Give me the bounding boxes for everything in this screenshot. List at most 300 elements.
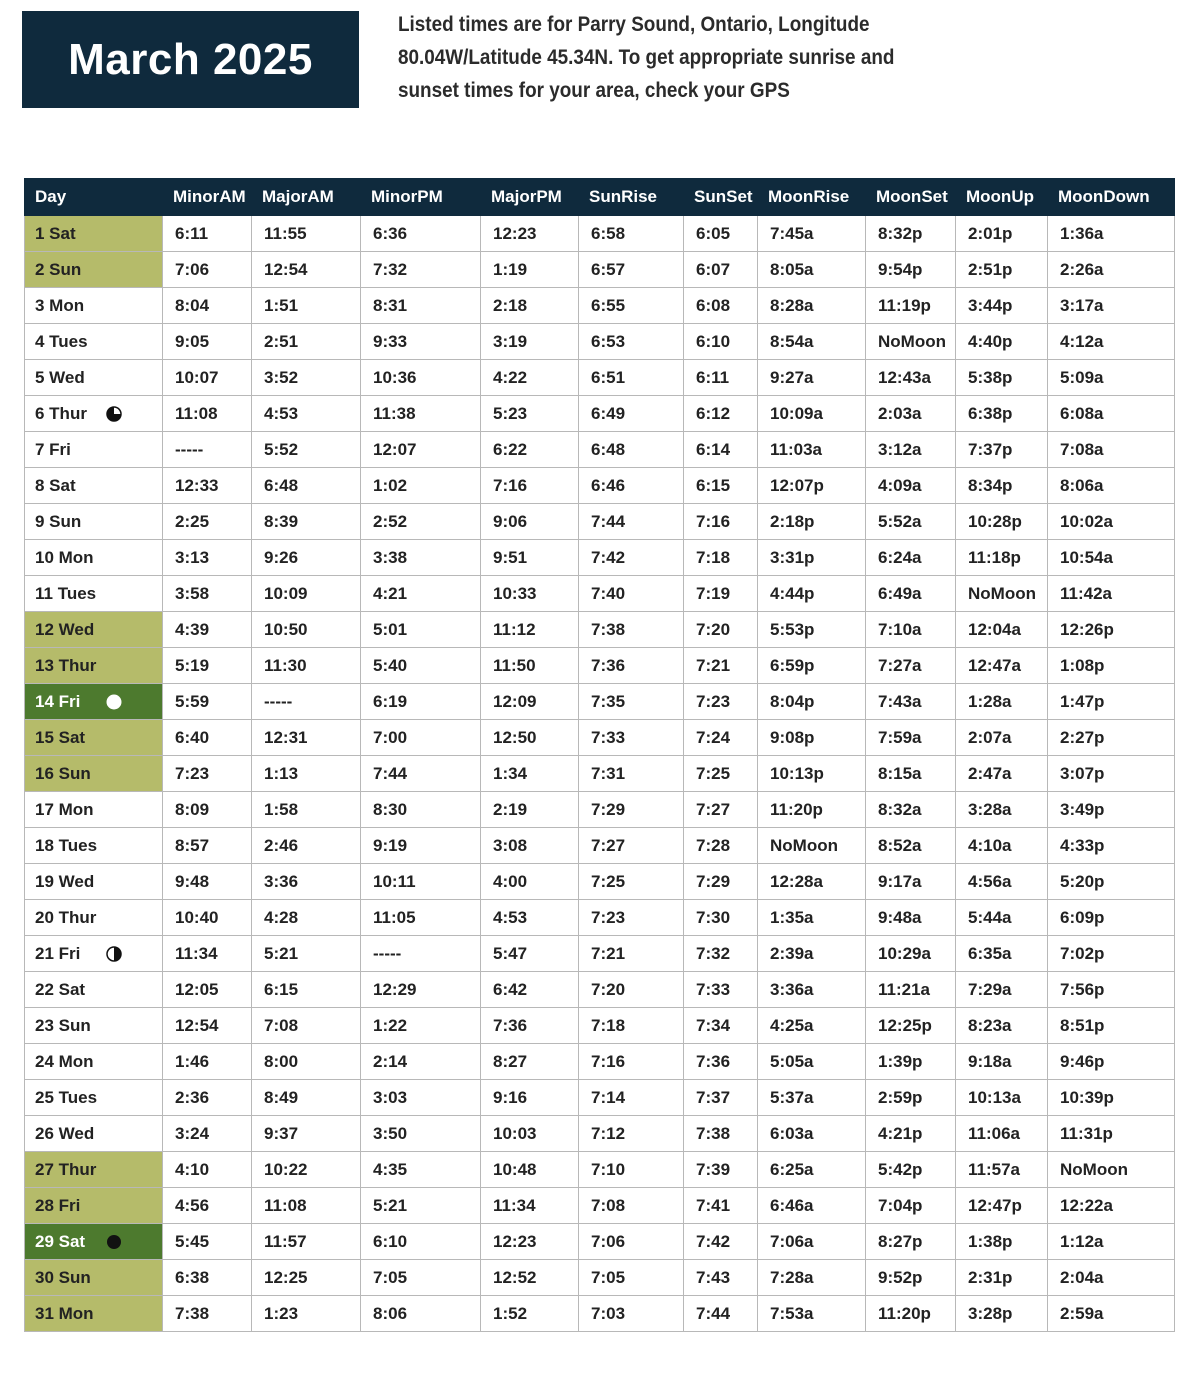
day-cell [25,1116,163,1152]
title-banner [22,11,359,108]
cell-majorpm: 8:27 [481,1044,579,1080]
cell-sunset: 7:42 [684,1224,758,1260]
cell-majorpm: 1:52 [481,1296,579,1332]
cell-sunrise: 7:20 [579,972,684,1008]
cell-moonset: 3:12a [866,432,956,468]
cell-sunrise: 7:27 [579,828,684,864]
day-label: 17 Mon [35,799,94,819]
day-cell [25,972,163,1008]
cell-sunset: 7:33 [684,972,758,1008]
table-row [25,792,1175,828]
cell-sunrise: 7:23 [579,900,684,936]
cell-moonup: 1:28a [956,684,1048,720]
cell-moondown: 2:04a [1048,1260,1175,1296]
table-row [25,900,1175,936]
table-row [25,540,1175,576]
cell-minoram: 10:07 [163,360,252,396]
cell-moonset: 7:04p [866,1188,956,1224]
cell-minorpm: 8:30 [361,792,481,828]
cell-minoram: 4:39 [163,612,252,648]
column-header-sunset: SunSet [684,179,758,216]
cell-moondown: 5:09a [1048,360,1175,396]
cell-minoram: 8:04 [163,288,252,324]
cell-sunset: 7:28 [684,828,758,864]
cell-majoram: 5:52 [252,432,361,468]
cell-majoram: 12:54 [252,252,361,288]
cell-moondown: 10:02a [1048,504,1175,540]
cell-majoram: 11:08 [252,1188,361,1224]
cell-majorpm: 12:23 [481,1224,579,1260]
cell-minoram: 11:08 [163,396,252,432]
table-row [25,468,1175,504]
cell-moonset: 6:49a [866,576,956,612]
cell-moonup: 7:37p [956,432,1048,468]
day-label: 15 Sat [35,727,86,747]
cell-minoram: 12:54 [163,1008,252,1044]
cell-sunset: 6:08 [684,288,758,324]
cell-moonset: 8:27p [866,1224,956,1260]
table-row [25,612,1175,648]
cell-majorpm: 4:22 [481,360,579,396]
cell-sunset: 6:10 [684,324,758,360]
cell-moonset: 12:43a [866,360,956,396]
cell-moonset: 11:20p [866,1296,956,1332]
cell-majorpm: 2:19 [481,792,579,828]
cell-minoram: 5:19 [163,648,252,684]
cell-moonup: 9:18a [956,1044,1048,1080]
cell-moonrise: 6:46a [758,1188,866,1224]
cell-moonup: 4:56a [956,864,1048,900]
cell-sunset: 7:30 [684,900,758,936]
table-row [25,1260,1175,1296]
cell-moondown: 10:39p [1048,1080,1175,1116]
cell-minoram: 3:24 [163,1116,252,1152]
new-moon-icon [106,1234,122,1250]
cell-moonrise: 11:03a [758,432,866,468]
cell-majoram: 6:48 [252,468,361,504]
day-cell [25,504,163,540]
day-cell [25,576,163,612]
cell-moondown: 1:36a [1048,216,1175,252]
page-title: March 2025 [68,34,313,84]
cell-minoram: 6:11 [163,216,252,252]
cell-majoram: 4:53 [252,396,361,432]
day-label: 19 Wed [35,871,95,891]
cell-minorpm: 6:19 [361,684,481,720]
location-note: Listed times are for Parry Sound, Ontario, Longitude 80.04W/Latitude 45.34N. To get appropriate sunrise and sunset times for your area, check your GPS [398,13,895,102]
table-row [25,1224,1175,1260]
cell-moonup: NoMoon [956,576,1048,612]
cell-sunset: 7:24 [684,720,758,756]
cell-moondown: 7:56p [1048,972,1175,1008]
cell-majorpm: 10:03 [481,1116,579,1152]
cell-sunset: 7:20 [684,612,758,648]
cell-sunset: 6:14 [684,432,758,468]
day-label: 16 Sun [35,763,91,783]
cell-moonup: 11:57a [956,1152,1048,1188]
cell-moonrise: 9:27a [758,360,866,396]
cell-moonup: 12:47p [956,1188,1048,1224]
cell-majorpm: 12:50 [481,720,579,756]
day-label: 4 Tues [35,331,88,351]
cell-majorpm: 5:47 [481,936,579,972]
day-cell [25,900,163,936]
cell-moonup: 2:07a [956,720,1048,756]
cell-minorpm: 5:21 [361,1188,481,1224]
cell-moondown: 3:17a [1048,288,1175,324]
cell-minoram: ----- [163,432,252,468]
cell-sunset: 7:27 [684,792,758,828]
cell-majoram: 7:08 [252,1008,361,1044]
cell-moonset: 1:39p [866,1044,956,1080]
cell-majorpm: 4:53 [481,900,579,936]
cell-minorpm: 2:52 [361,504,481,540]
cell-majorpm: 9:06 [481,504,579,540]
day-cell [25,1188,163,1224]
cell-moonup: 3:44p [956,288,1048,324]
day-cell [25,612,163,648]
cell-minorpm: 10:11 [361,864,481,900]
cell-minoram: 11:34 [163,936,252,972]
day-cell [25,1224,163,1260]
table-row [25,720,1175,756]
column-header-majoram: MajorAM [252,179,361,216]
cell-majorpm: 12:23 [481,216,579,252]
cell-minorpm: 5:01 [361,612,481,648]
cell-majorpm: 6:42 [481,972,579,1008]
cell-minorpm: 3:38 [361,540,481,576]
cell-sunset: 7:16 [684,504,758,540]
cell-moondown: NoMoon [1048,1152,1175,1188]
cell-majoram: ----- [252,684,361,720]
cell-majorpm: 4:00 [481,864,579,900]
cell-minoram: 10:40 [163,900,252,936]
table-row [25,756,1175,792]
cell-minorpm: 3:50 [361,1116,481,1152]
cell-moondown: 6:09p [1048,900,1175,936]
cell-moonrise: 1:35a [758,900,866,936]
cell-moonrise: 8:28a [758,288,866,324]
cell-minoram: 9:05 [163,324,252,360]
cell-sunrise: 7:16 [579,1044,684,1080]
cell-moondown: 1:47p [1048,684,1175,720]
cell-moonup: 5:38p [956,360,1048,396]
last-quarter-moon-icon [106,946,122,962]
column-header-sunrise: SunRise [579,179,684,216]
cell-majoram: 1:23 [252,1296,361,1332]
cell-moonup: 10:28p [956,504,1048,540]
day-label: 7 Fri [35,439,71,459]
cell-majorpm: 1:19 [481,252,579,288]
cell-moondown: 1:08p [1048,648,1175,684]
cell-sunset: 7:36 [684,1044,758,1080]
cell-majorpm: 10:48 [481,1152,579,1188]
column-header-minorpm: MinorPM [361,179,481,216]
cell-majorpm: 3:08 [481,828,579,864]
cell-minorpm: 6:36 [361,216,481,252]
cell-moondown: 4:12a [1048,324,1175,360]
table-row [25,1008,1175,1044]
cell-moonrise: 3:31p [758,540,866,576]
cell-sunset: 6:07 [684,252,758,288]
cell-sunrise: 7:36 [579,648,684,684]
day-label: 31 Mon [35,1303,94,1323]
cell-majoram: 1:13 [252,756,361,792]
cell-moonset: 8:32p [866,216,956,252]
cell-sunset: 6:12 [684,396,758,432]
day-cell [25,828,163,864]
cell-sunrise: 7:25 [579,864,684,900]
cell-moonrise: 12:07p [758,468,866,504]
cell-moonup: 11:06a [956,1116,1048,1152]
cell-minoram: 7:06 [163,252,252,288]
day-label: 26 Wed [35,1123,95,1143]
cell-majorpm: 9:51 [481,540,579,576]
cell-sunrise: 7:35 [579,684,684,720]
table-body [25,216,1175,1332]
cell-moonset: 12:25p [866,1008,956,1044]
table-row [25,936,1175,972]
day-cell [25,684,163,720]
cell-sunrise: 7:10 [579,1152,684,1188]
cell-moonrise: 6:59p [758,648,866,684]
cell-moonset: 5:42p [866,1152,956,1188]
cell-majoram: 1:58 [252,792,361,828]
cell-moonset: 8:32a [866,792,956,828]
cell-moondown: 12:22a [1048,1188,1175,1224]
day-label: 10 Mon [35,547,94,567]
cell-majoram: 11:57 [252,1224,361,1260]
cell-minoram: 6:40 [163,720,252,756]
day-label: 27 Thur [35,1159,97,1179]
cell-minoram: 6:38 [163,1260,252,1296]
cell-moonrise: 8:05a [758,252,866,288]
cell-moonset: 6:24a [866,540,956,576]
cell-moonrise: 6:25a [758,1152,866,1188]
table-row [25,288,1175,324]
cell-moonup: 2:01p [956,216,1048,252]
cell-majoram: 9:26 [252,540,361,576]
cell-minoram: 1:46 [163,1044,252,1080]
cell-moonset: 8:52a [866,828,956,864]
cell-minoram: 4:56 [163,1188,252,1224]
cell-moondown: 8:51p [1048,1008,1175,1044]
cell-moondown: 11:31p [1048,1116,1175,1152]
cell-moondown: 3:07p [1048,756,1175,792]
cell-sunrise: 7:40 [579,576,684,612]
cell-sunrise: 7:12 [579,1116,684,1152]
cell-minorpm: 1:02 [361,468,481,504]
day-cell [25,216,163,252]
table-row [25,864,1175,900]
cell-moondown: 2:59a [1048,1296,1175,1332]
cell-moonrise: NoMoon [758,828,866,864]
cell-moonset: 2:59p [866,1080,956,1116]
cell-majoram: 9:37 [252,1116,361,1152]
table-row [25,576,1175,612]
cell-moondown: 5:20p [1048,864,1175,900]
day-cell [25,432,163,468]
cell-sunset: 6:15 [684,468,758,504]
day-label: 12 Wed [35,619,95,639]
cell-minoram: 4:10 [163,1152,252,1188]
day-cell [25,1008,163,1044]
day-cell [25,1152,163,1188]
column-header-moonrise: MoonRise [758,179,866,216]
cell-moonset: 9:52p [866,1260,956,1296]
cell-sunset: 7:38 [684,1116,758,1152]
day-cell [25,756,163,792]
cell-sunset: 7:19 [684,576,758,612]
cell-moonup: 7:29a [956,972,1048,1008]
cell-sunrise: 6:58 [579,216,684,252]
cell-moonup: 12:04a [956,612,1048,648]
cell-sunrise: 7:38 [579,612,684,648]
day-cell [25,1044,163,1080]
cell-moonup: 6:38p [956,396,1048,432]
day-label: 21 Fri [35,943,81,963]
column-header-moonset: MoonSet [866,179,956,216]
table-row [25,1044,1175,1080]
day-label: 8 Sat [35,475,76,495]
cell-sunrise: 7:42 [579,540,684,576]
cell-majoram: 8:39 [252,504,361,540]
cell-moonup: 3:28p [956,1296,1048,1332]
cell-majoram: 1:51 [252,288,361,324]
cell-majorpm: 12:52 [481,1260,579,1296]
cell-minorpm: 7:32 [361,252,481,288]
cell-moonrise: 9:08p [758,720,866,756]
table-row [25,1116,1175,1152]
table-row [25,648,1175,684]
cell-moonset: 11:19p [866,288,956,324]
cell-moonset: 7:59a [866,720,956,756]
cell-minorpm: 4:21 [361,576,481,612]
day-label: 6 Thur [35,403,87,423]
cell-moonup: 5:44a [956,900,1048,936]
day-label: 22 Sat [35,979,86,999]
cell-moondown: 11:42a [1048,576,1175,612]
cell-sunrise: 7:33 [579,720,684,756]
cell-minorpm: 9:19 [361,828,481,864]
cell-moondown: 9:46p [1048,1044,1175,1080]
cell-moondown: 4:33p [1048,828,1175,864]
cell-minoram: 8:09 [163,792,252,828]
cell-minorpm: 1:22 [361,1008,481,1044]
cell-moondown: 7:02p [1048,936,1175,972]
cell-moonup: 4:10a [956,828,1048,864]
cell-moonup: 4:40p [956,324,1048,360]
cell-moondown: 10:54a [1048,540,1175,576]
cell-moonup: 1:38p [956,1224,1048,1260]
day-cell [25,1260,163,1296]
cell-majoram: 10:09 [252,576,361,612]
day-cell [25,360,163,396]
day-label: 14 Fri [35,691,81,711]
cell-minoram: 8:57 [163,828,252,864]
day-cell [25,468,163,504]
cell-majoram: 5:21 [252,936,361,972]
cell-minorpm: 9:33 [361,324,481,360]
cell-moonrise: 10:13p [758,756,866,792]
cell-sunrise: 7:29 [579,792,684,828]
cell-moonset: NoMoon [866,324,956,360]
table-row [25,1080,1175,1116]
cell-majorpm: 2:18 [481,288,579,324]
full-moon-icon [106,694,122,710]
cell-sunset: 7:34 [684,1008,758,1044]
table-row [25,324,1175,360]
cell-moonup: 8:23a [956,1008,1048,1044]
day-label: 5 Wed [35,367,85,387]
cell-minoram: 2:36 [163,1080,252,1116]
cell-minorpm: ----- [361,936,481,972]
cell-moonset: 7:43a [866,684,956,720]
table-row [25,972,1175,1008]
cell-moonrise: 8:04p [758,684,866,720]
cell-majoram: 8:00 [252,1044,361,1080]
cell-moonset: 2:03a [866,396,956,432]
day-label: 2 Sun [35,259,82,279]
day-cell [25,720,163,756]
day-label: 28 Fri [35,1195,81,1215]
day-cell [25,540,163,576]
cell-majoram: 8:49 [252,1080,361,1116]
cell-minorpm: 11:38 [361,396,481,432]
column-header-minoram: MinorAM [163,179,252,216]
cell-minorpm: 5:40 [361,648,481,684]
cell-minoram: 3:58 [163,576,252,612]
cell-minorpm: 12:07 [361,432,481,468]
cell-moonset: 7:27a [866,648,956,684]
cell-moonup: 2:47a [956,756,1048,792]
cell-moonrise: 4:44p [758,576,866,612]
cell-sunset: 6:05 [684,216,758,252]
cell-moondown: 12:26p [1048,612,1175,648]
cell-majorpm: 11:12 [481,612,579,648]
day-label: 18 Tues [35,835,98,855]
cell-majoram: 3:36 [252,864,361,900]
cell-minoram: 5:59 [163,684,252,720]
cell-moonrise: 4:25a [758,1008,866,1044]
column-header-moondown: MoonDown [1048,179,1175,216]
cell-majoram: 2:46 [252,828,361,864]
cell-moonrise: 2:18p [758,504,866,540]
cell-minoram: 12:05 [163,972,252,1008]
cell-majoram: 12:31 [252,720,361,756]
day-cell [25,792,163,828]
cell-sunset: 7:18 [684,540,758,576]
day-cell [25,252,163,288]
cell-moonrise: 6:03a [758,1116,866,1152]
cell-moonup: 3:28a [956,792,1048,828]
cell-sunset: 7:29 [684,864,758,900]
cell-majorpm: 1:34 [481,756,579,792]
cell-moonup: 6:35a [956,936,1048,972]
day-cell [25,1080,163,1116]
cell-minorpm: 8:06 [361,1296,481,1332]
table-row [25,1296,1175,1332]
cell-sunset: 7:37 [684,1080,758,1116]
cell-sunrise: 7:14 [579,1080,684,1116]
cell-sunset: 7:32 [684,936,758,972]
cell-sunrise: 6:57 [579,252,684,288]
cell-majorpm: 7:36 [481,1008,579,1044]
cell-sunrise: 7:31 [579,756,684,792]
cell-moonset: 9:48a [866,900,956,936]
cell-moonset: 5:52a [866,504,956,540]
cell-minorpm: 2:14 [361,1044,481,1080]
